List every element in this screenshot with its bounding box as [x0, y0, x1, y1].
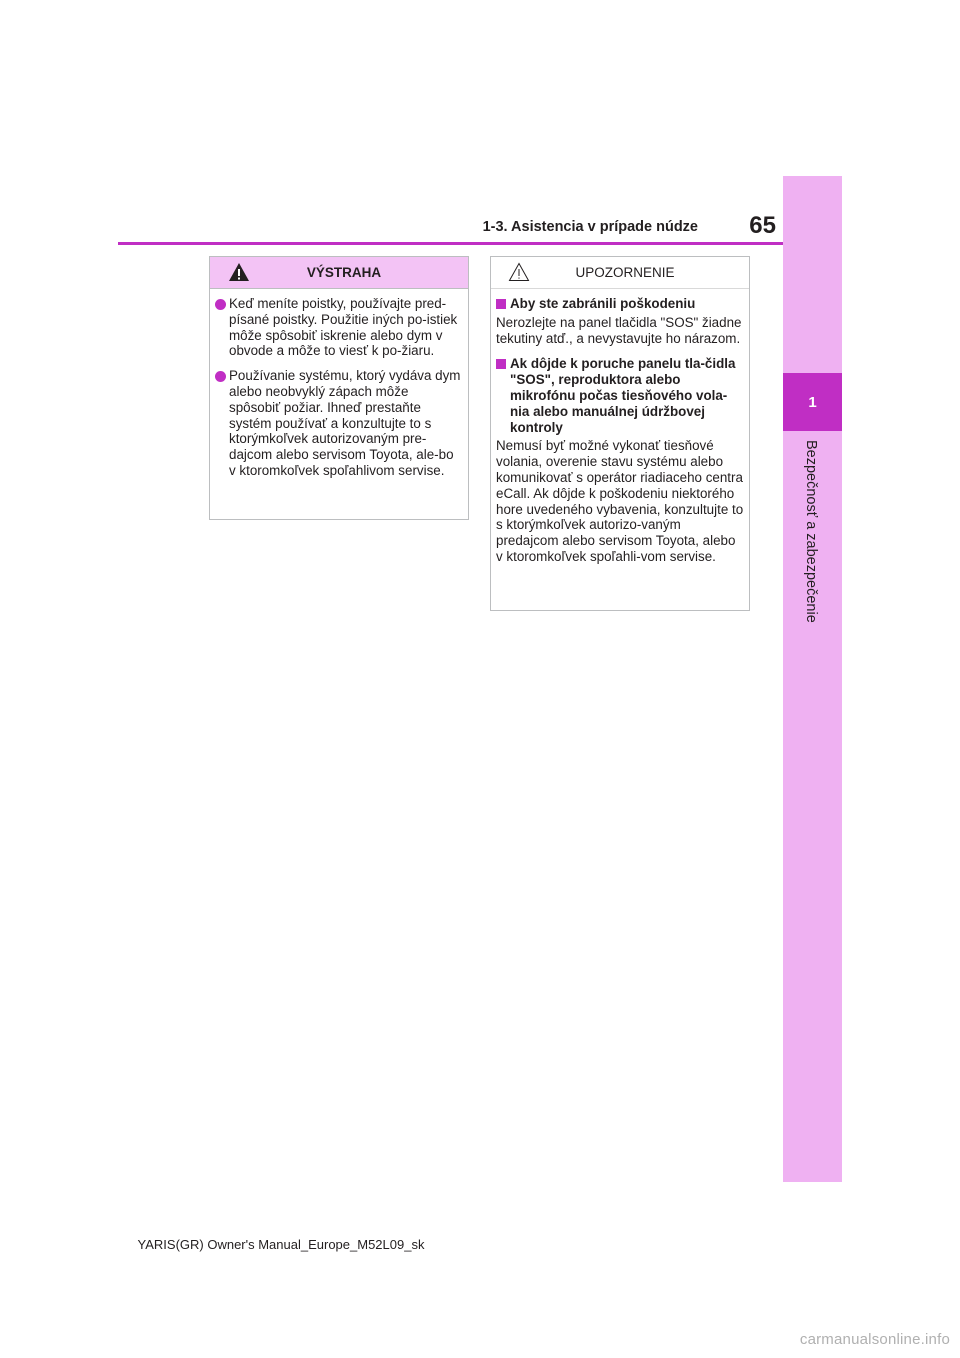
notice-block — [496, 296, 744, 346]
bullet-square-icon — [496, 359, 506, 369]
warning-body — [210, 289, 468, 479]
warning-triangle-icon — [228, 262, 250, 282]
footer-text: YARIS(GR) Owner's Manual_Europe_M52L09_sk — [137, 1237, 425, 1252]
notice-paragraph: Nemusí byť možné vykonať tiesňové volania, overenie stavu systému alebo komunikovať s operátor riadiaceho centra eCall. Ak dôjde k poškodeniu niektorého hore uvedeného vybavenia, konzultujte to s ktorýmkoľvek autorizo-vaným predajcom alebo servisom Toyota, alebo v ktoromkoľvek spoľahli-vom servise. — [496, 438, 744, 564]
watermark[interactable]: carmanualsonline.info — [799, 1331, 950, 1348]
bullet-square-icon — [496, 299, 506, 309]
notice-block — [496, 356, 744, 564]
section-title: 1-3. Asistencia v prípade núdze — [482, 219, 698, 235]
caution-triangle-outline-icon — [508, 262, 530, 282]
chapter-label: Bezpečnosť a zabezpečenie — [803, 440, 819, 623]
notice-subheading: Ak dôjde k poruche panelu tla-čidla "SOS", reproduktora alebo mikrofónu počas tiesňového vola-nia alebo manuálnej údržbovej kontroly — [510, 356, 736, 435]
footer — [0, 1237, 960, 1253]
notice-paragraph: Nerozlejte na panel tlačidla "SOS" žiadne tekutiny atď., a nevystavujte ho nárazom. — [496, 314, 742, 346]
notice-header — [491, 257, 749, 289]
warning-title: VÝSTRAHA — [306, 265, 382, 280]
header-divider — [118, 242, 783, 245]
page-number: 65 — [749, 212, 776, 239]
notice-box — [490, 256, 750, 611]
warning-header — [210, 257, 468, 289]
bullet-dot-icon — [215, 299, 226, 310]
notice-heading-item — [496, 356, 744, 435]
warning-item-text: Keď meníte poistky, používajte pred-písané poistky. Použitie iných po-istiek môže spôsobiť iskrenie alebo dym v obvode a môže to viesť k po-žiaru. — [229, 296, 458, 359]
warning-item — [215, 368, 463, 479]
bullet-dot-icon — [215, 371, 226, 382]
chapter-number: 1 — [783, 373, 842, 431]
notice-heading-item — [496, 296, 744, 312]
notice-body — [491, 289, 749, 565]
warning-box — [209, 256, 469, 520]
chapter-side-tab — [783, 176, 842, 1182]
notice-title: UPOZORNENIE — [575, 265, 675, 280]
warning-item — [215, 296, 463, 359]
notice-subheading: Aby ste zabránili poškodeniu — [510, 296, 696, 311]
warning-item-text: Používanie systému, ktorý vydáva dym alebo neobvyklý zápach môže spôsobiť požiar. Ihneď prestaňte systém používať a konzultujte to s ktorýmkoľvek autorizovaným pre-dajcom alebo servisom Toyota, ale-bo v ktoromkoľvek spoľahlivom servise. — [229, 368, 461, 478]
